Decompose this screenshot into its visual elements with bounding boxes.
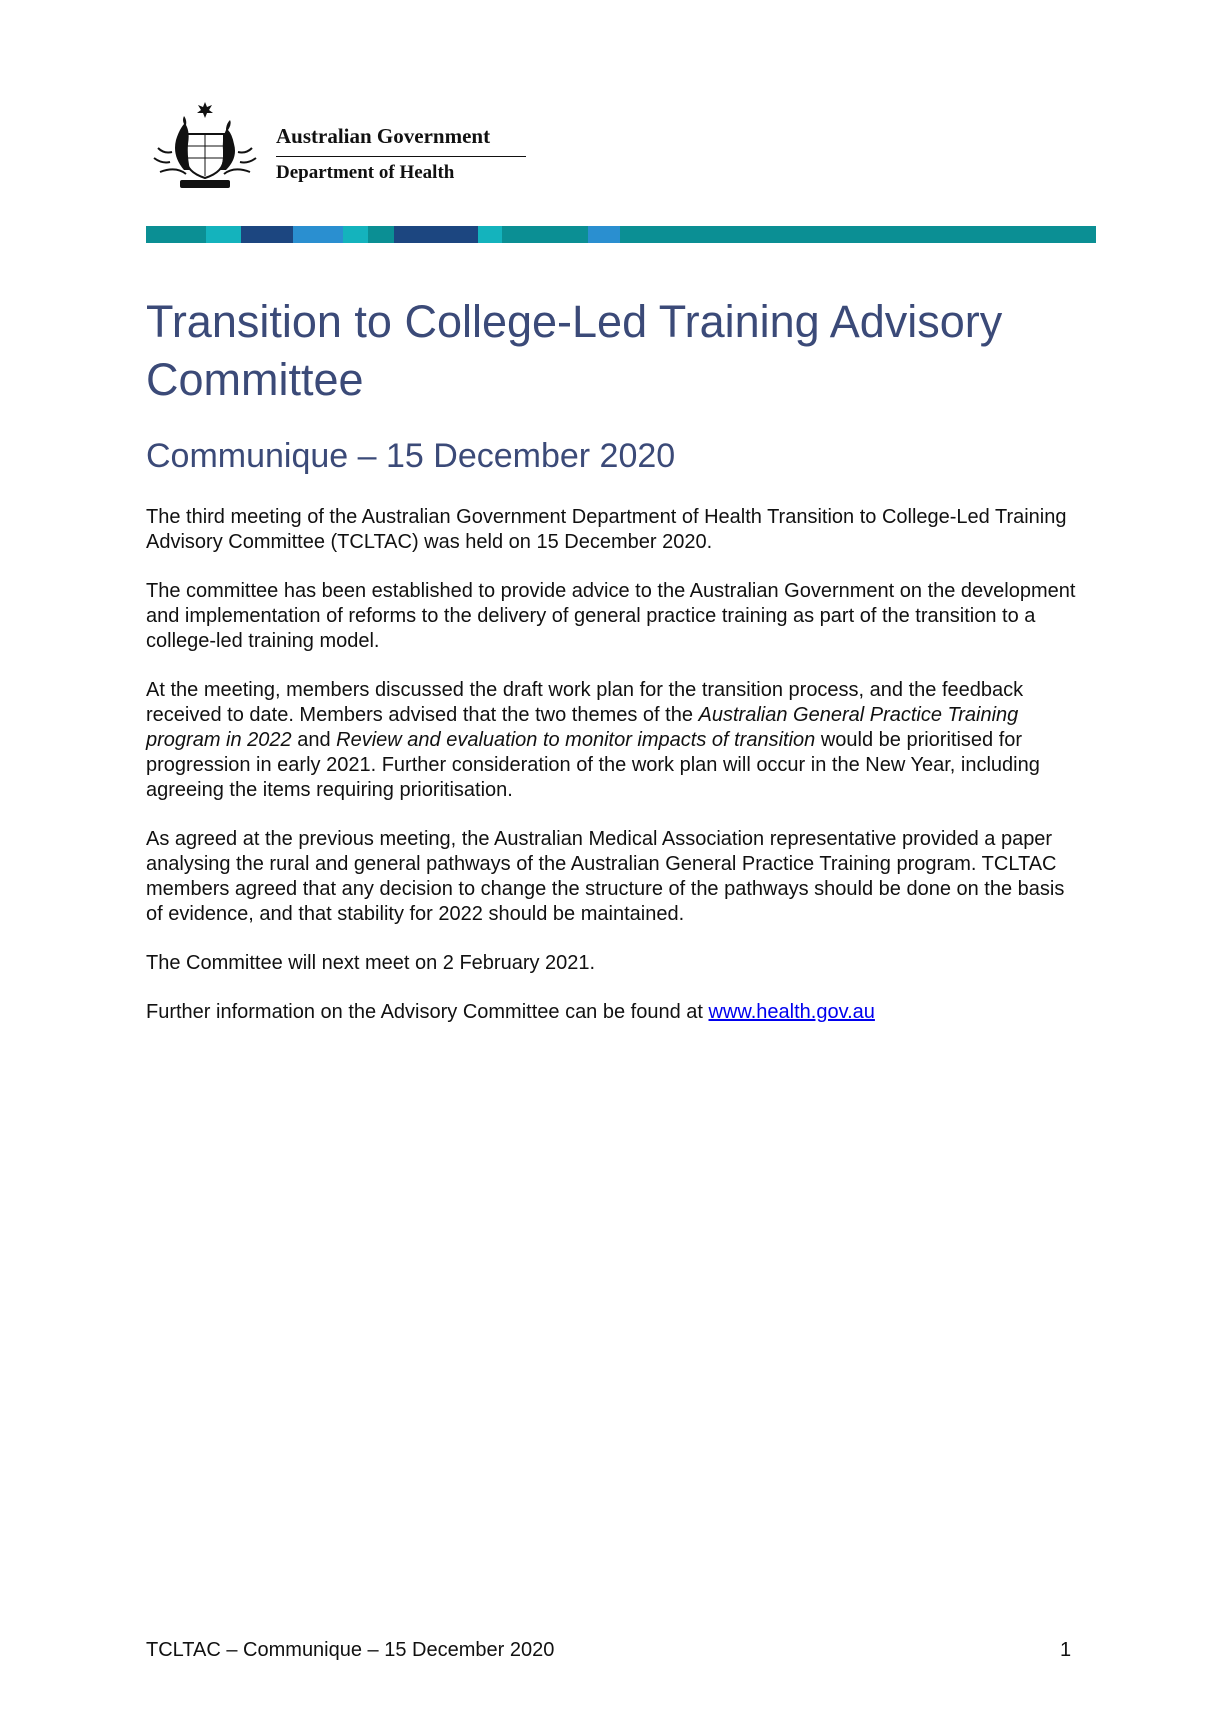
page-number: 1 [1060,1639,1072,1661]
paragraph-text: At the meeting, members discussed the draft work plan for the transition process, and the feedback received to date. Members advised that the two themes of the [146,679,1024,726]
government-name: Australian Government [276,124,491,148]
health-website-link[interactable]: www.health.gov.au [708,1001,875,1023]
paragraph-text: would be prioritised for progression in early 2021. Further consideration of the work plan will occur in the New Year, including agreeing the items requiring prioritisation. [146,729,1040,801]
paragraph-ama-paper: As agreed at the previous meeting, the Australian Medical Association representative provided a paper analysing the rural and general pathways of the Australian General Practice Training program. TCLTAC members agreed that any decision to change the structure of the pathways should be done on the basis of evidence, and that stability for 2022 should be maintained. [146,828,1065,925]
paragraph-text: and [291,729,337,751]
page-subtitle: Communique – 15 December 2020 [146,437,676,475]
theme-agpt-2022: Australian General Practice Training program in 2022 [146,704,1019,751]
paragraph-text: Further information on the Advisory Committee can be found at [146,1001,709,1023]
theme-review-evaluation: Review and evaluation to monitor impacts of transition [336,729,816,751]
header-divider [276,156,526,157]
page-title: Transition to College-Led Training Advisory Committee [146,296,1003,405]
paragraph-meeting: The third meeting of the Australian Government Department of Health Transition to College-Led Training Advisory Committee (TCLTAC) was held on 15 December 2020. [146,506,1067,553]
paragraph-further-info [146,1000,1086,1025]
paragraph-next-meeting: The Committee will next meet on 2 February 2021. [146,952,596,974]
footer-title: TCLTAC – Communique – 15 December 2020 [146,1639,555,1661]
paragraph-committee-purpose: The committee has been established to provide advice to the Australian Government on the development and implementation of reforms to the delivery of general practice training as part of the transition to a college-led training model. [146,580,1076,652]
decorative-color-band [146,226,1096,243]
commonwealth-coat-of-arms-icon [146,100,264,192]
document-body [146,505,1086,1049]
page-header [146,100,526,192]
department-name: Department of Health [276,162,455,183]
paragraph-work-plan [146,678,1086,803]
